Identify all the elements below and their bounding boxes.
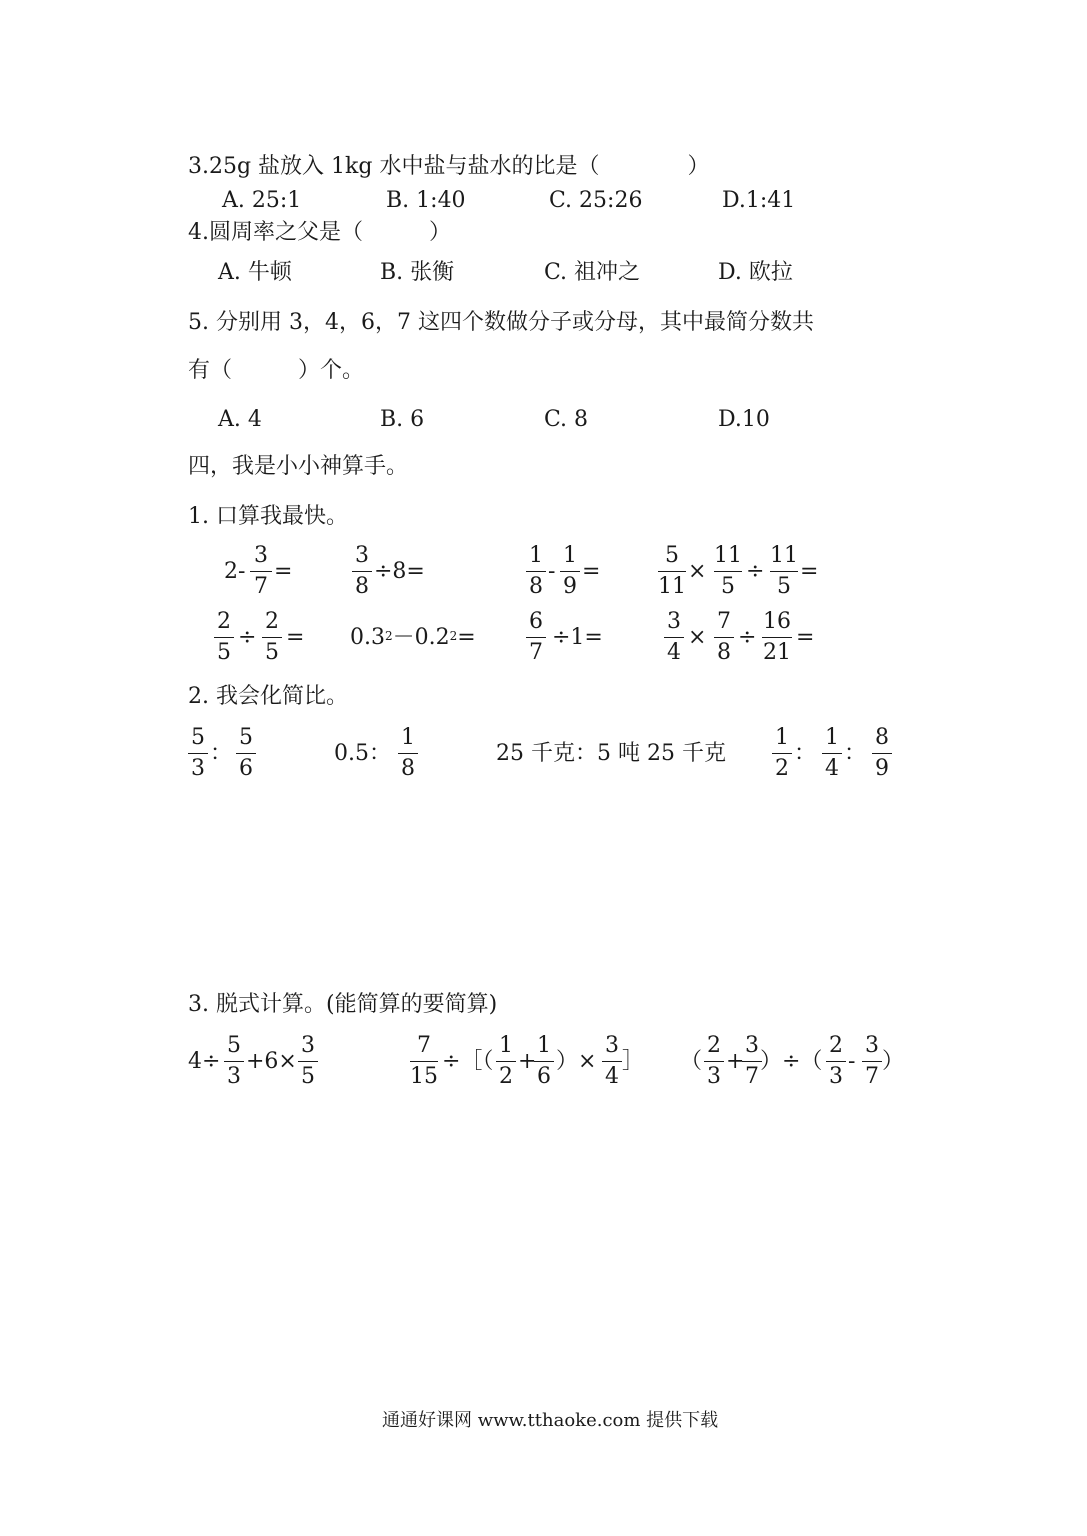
calc-c-mid: ）÷（ <box>760 1049 823 1074</box>
r1d-fraction-1: 5 11 <box>658 543 686 599</box>
part3-title: 3. 脱式计算。(能简算的要简算) <box>188 992 498 1017</box>
r1a-fraction: 3 7 <box>250 542 272 601</box>
r2d-fraction-3: 16 21 <box>763 609 791 665</box>
calc-b-end: ］ <box>622 1049 645 1074</box>
calc-b-mid1: ÷［（ <box>442 1049 494 1074</box>
q3-text: 3.25g 盐放入 1kg 水中盐与盐水的比是（ ） <box>188 154 710 179</box>
r2c-fraction: 6 7 <box>526 608 546 667</box>
r2d-tail: = <box>796 625 815 650</box>
r2a-fraction-2: 2 5 <box>262 608 282 667</box>
ratio-b-fraction: 1 8 <box>398 724 418 783</box>
q3-option-b: B. 1:40 <box>386 188 466 213</box>
r2a-fraction-1: 2 5 <box>214 608 234 667</box>
ratio-a-sep: ： <box>210 741 233 766</box>
part2-title: 2. 我会化简比。 <box>188 684 348 709</box>
r1d-tail: = <box>800 559 819 584</box>
r2a-op: ÷ <box>238 625 257 650</box>
calc-c-close: ） <box>882 1049 905 1074</box>
ratio-d-fraction-3: 8 9 <box>872 724 892 783</box>
ratio-a-fraction-1: 5 3 <box>188 724 208 783</box>
q4-option-d: D. 欧拉 <box>718 260 793 285</box>
calc-a-fraction-1: 5 3 <box>224 1032 244 1091</box>
q5-text-line1: 5. 分别用 3，4，6，7 这四个数做分子或分母，其中最简分数共 <box>188 310 814 335</box>
r2d-fraction-1: 3 4 <box>664 608 684 667</box>
calc-b-fraction-4: 3 4 <box>602 1032 622 1091</box>
q5-option-b: B. 6 <box>380 407 425 432</box>
calc-b-fraction-3: 1 6 <box>534 1032 554 1091</box>
q4-option-a: A. 牛顿 <box>218 260 292 285</box>
q5-text-line2: 有（ ）个。 <box>188 358 365 383</box>
q5-option-a: A. 4 <box>218 407 262 432</box>
ratio-c-text: 25 千克：5 吨 25 千克 <box>496 741 726 766</box>
ratio-b-lead: 0.5： <box>334 741 391 766</box>
calc-c-fraction-1: 2 3 <box>704 1032 724 1091</box>
r1a-lead: 2- <box>224 559 246 584</box>
r1d-fraction-3: 11 5 <box>770 543 798 599</box>
r1d-fraction-2: 11 5 <box>714 543 742 599</box>
q3-option-d: D.1:41 <box>722 188 796 213</box>
calc-c-plus: + <box>726 1049 745 1074</box>
calc-b-fraction-1: 7 15 <box>410 1033 438 1089</box>
r2c-tail: ÷1= <box>552 625 603 650</box>
section4-title: 四，我是小小神算手。 <box>188 454 409 479</box>
ratio-a-fraction-2: 5 6 <box>236 724 256 783</box>
r1b-tail: ÷8= <box>374 559 425 584</box>
r2d-op1: × <box>688 625 707 650</box>
part1-title: 1. 口算我最快。 <box>188 504 348 529</box>
page-footer: 通通好课网 www.tthaoke.com 提供下载 <box>382 1410 719 1431</box>
ratio-d-sep1: ： <box>794 741 817 766</box>
calc-c-minus: - <box>848 1049 856 1074</box>
calc-c-fraction-3: 2 3 <box>826 1032 846 1091</box>
r1a-tail: = <box>274 559 293 584</box>
r2d-op2: ÷ <box>738 625 757 650</box>
q3-option-c: C. 25:26 <box>549 188 643 213</box>
r2d-fraction-2: 7 8 <box>714 608 734 667</box>
q4-option-c: C. 祖冲之 <box>544 260 641 285</box>
calc-c-fraction-4: 3 7 <box>862 1032 882 1091</box>
ratio-d-fraction-1: 1 2 <box>772 724 792 783</box>
r1c-op: - <box>548 559 556 584</box>
r2a-tail: = <box>286 625 305 650</box>
ratio-d-sep2: ： <box>844 741 867 766</box>
q4-option-b: B. 张衡 <box>380 260 455 285</box>
calc-c-open: （ <box>680 1049 703 1074</box>
q5-option-d: D.10 <box>718 407 770 432</box>
r1c-fraction-2: 1 9 <box>560 542 580 601</box>
q5-option-c: C. 8 <box>544 407 589 432</box>
calc-b-fraction-2: 1 2 <box>496 1032 516 1091</box>
r2b-expression: $0.3^2-0.2^2=$ <box>350 625 476 650</box>
r1c-fraction-1: 1 8 <box>526 542 546 601</box>
calc-a-lead: 4÷ <box>188 1049 221 1074</box>
calc-a-mid: +6× <box>246 1049 297 1074</box>
calc-b-mid2: ）× <box>556 1049 597 1074</box>
calc-a-fraction-2: 3 5 <box>298 1032 318 1091</box>
calc-c-fraction-2: 3 7 <box>742 1032 762 1091</box>
calc-b-plus: + <box>518 1049 537 1074</box>
r1c-tail: = <box>582 559 601 584</box>
q3-option-a: A. 25:1 <box>222 188 302 213</box>
r1b-fraction: 3 8 <box>352 542 372 601</box>
q4-text: 4.圆周率之父是（ ） <box>188 220 451 245</box>
r1d-op2: ÷ <box>746 559 765 584</box>
ratio-d-fraction-2: 1 4 <box>822 724 842 783</box>
r1d-op1: × <box>688 559 707 584</box>
